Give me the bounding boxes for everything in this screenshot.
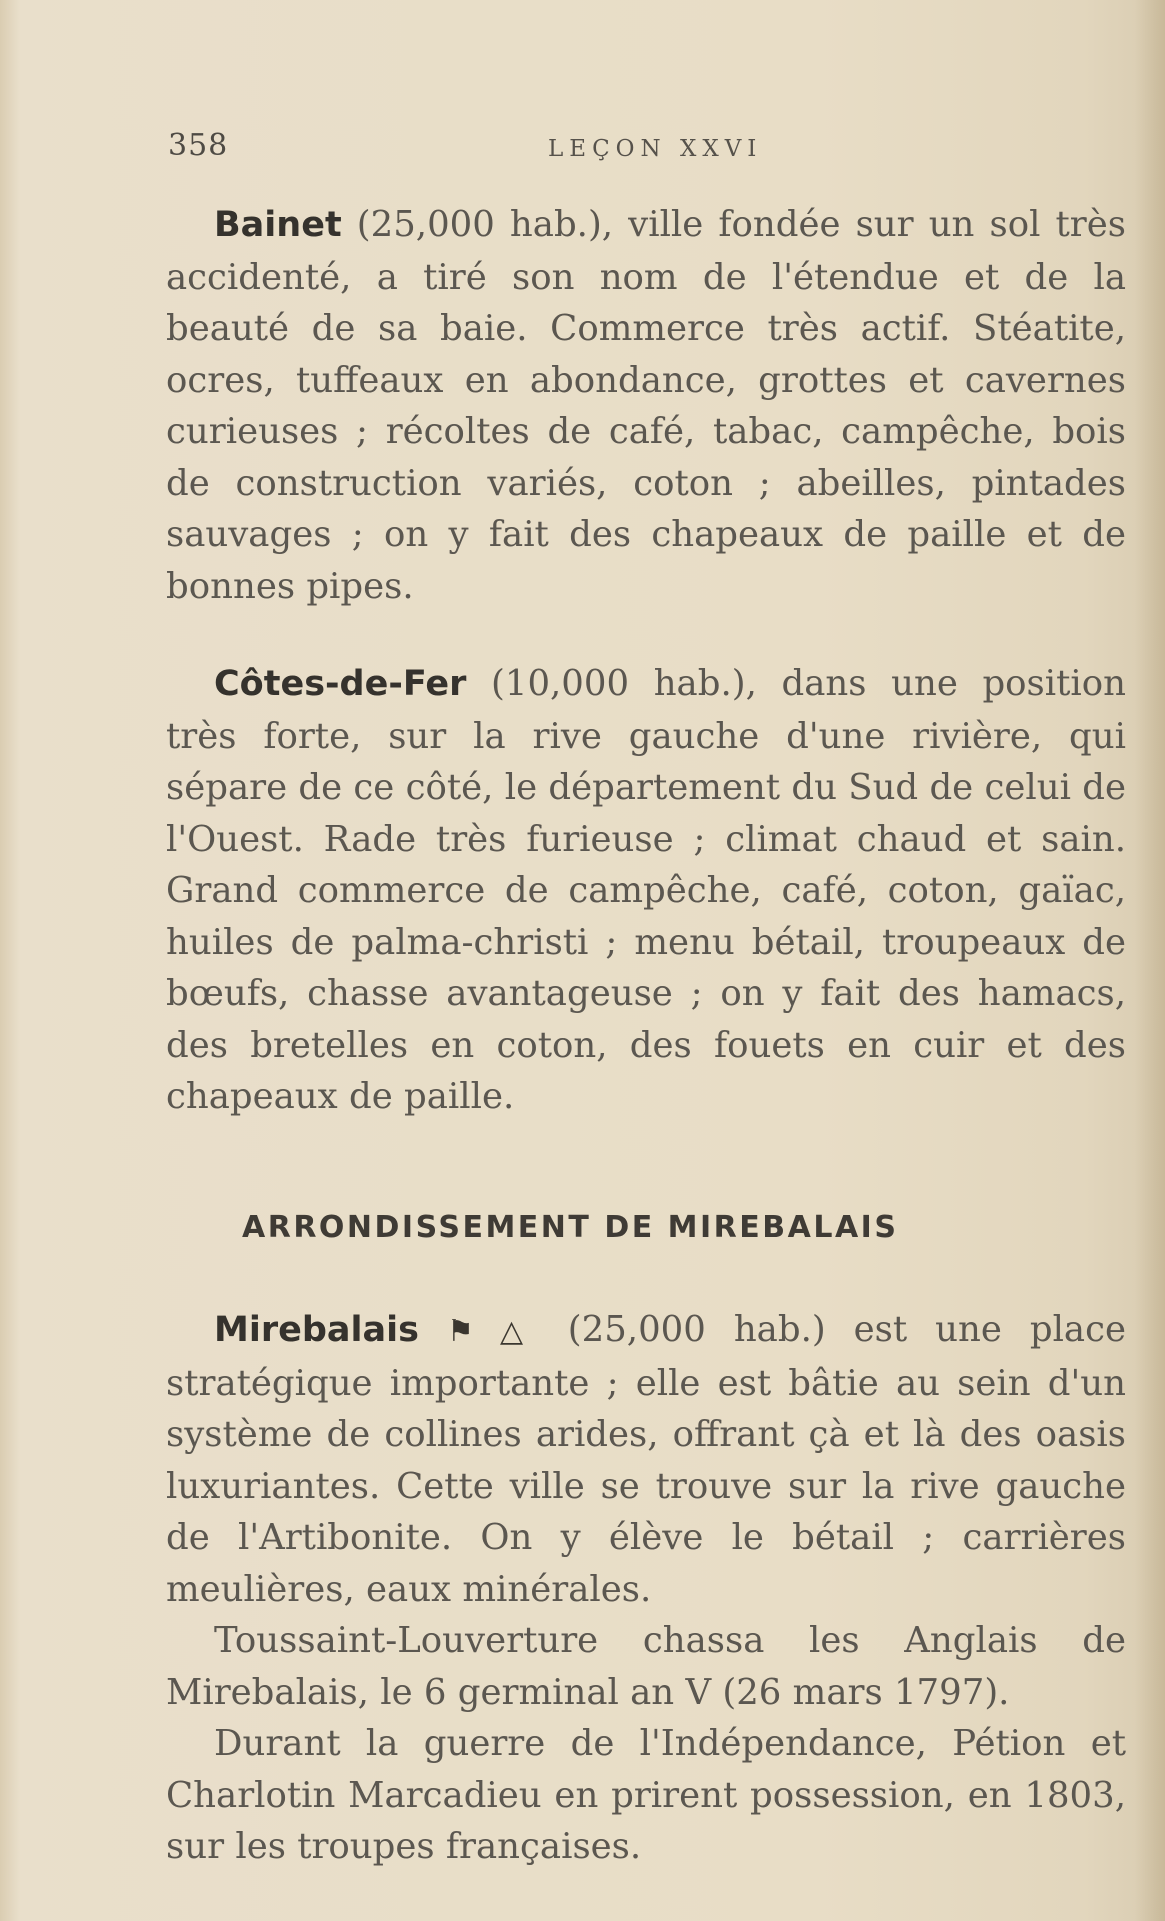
paragraph-cotes-de-fer <box>166 658 1126 1123</box>
section-heading: ARRONDISSEMENT DE MIREBALAIS <box>242 1210 899 1245</box>
place-name-bainet: Bainet <box>214 205 342 245</box>
page-edge-shadow <box>1135 0 1165 1921</box>
paragraph-mirebalais <box>166 1304 1126 1873</box>
paragraph-cotes-de-fer-text: (10,000 hab.), dans une position très forte, sur la rive gauche d'une rivière, qui sépare de ce côté, le département du Sud de celui de l'Ouest. Rade très furieuse ; climat chaud et sain. Grand commerce de campêche, café, coton, gaïac, huiles de palma-christi ; menu bétail, troupeaux de bœufs, chasse avantageuse ; on y fait des hamacs, des bretelles en coton, des fouets en cuir et des chapeaux de paille. <box>166 663 1126 1117</box>
paragraph-history-2: Durant la guerre de l'Indépendance, Pétion et Charlotin Marcadieu en prirent possession, en 1803, sur les troupes françaises. <box>166 1723 1126 1867</box>
paragraph-bainet <box>166 199 1126 612</box>
paragraph-history-1: Toussaint-Louverture chassa les Anglais de Mirebalais, le 6 germinal an V (26 mars 1797). <box>166 1620 1126 1713</box>
place-name-mirebalais: Mirebalais <box>214 1310 419 1350</box>
paragraph-mirebalais-text: (25,000 hab.) est une place stratégique importante ; elle est bâtie au sein d'un système de collines arides, offrant çà et là des oasis luxuriantes. Cette ville se trouve sur la rive gauche de l'Artibonite. On y élève le bétail ; carrières meulières, eaux minérales. <box>166 1309 1126 1610</box>
place-name-cotes-de-fer: Côtes-de-Fer <box>214 664 467 704</box>
page-number: 358 <box>168 128 229 163</box>
page-gutter-shadow <box>0 0 20 1921</box>
map-symbols: ⚑ △ <box>446 1314 540 1349</box>
running-head: LEÇON XXVI <box>548 136 763 162</box>
paragraph-bainet-text: (25,000 hab.), ville fondée sur un sol très accidenté, a tiré son nom de l'étendue et de la beauté de sa baie. Commerce très actif. Stéatite, ocres, tuffeaux en abondance, grottes et cavernes curieuses ; récoltes de café, tabac, campêche, bois de construction variés, coton ; abeilles, pintades sauvages ; on y fait des chapeaux de paille et de bonnes pipes. <box>166 204 1126 607</box>
